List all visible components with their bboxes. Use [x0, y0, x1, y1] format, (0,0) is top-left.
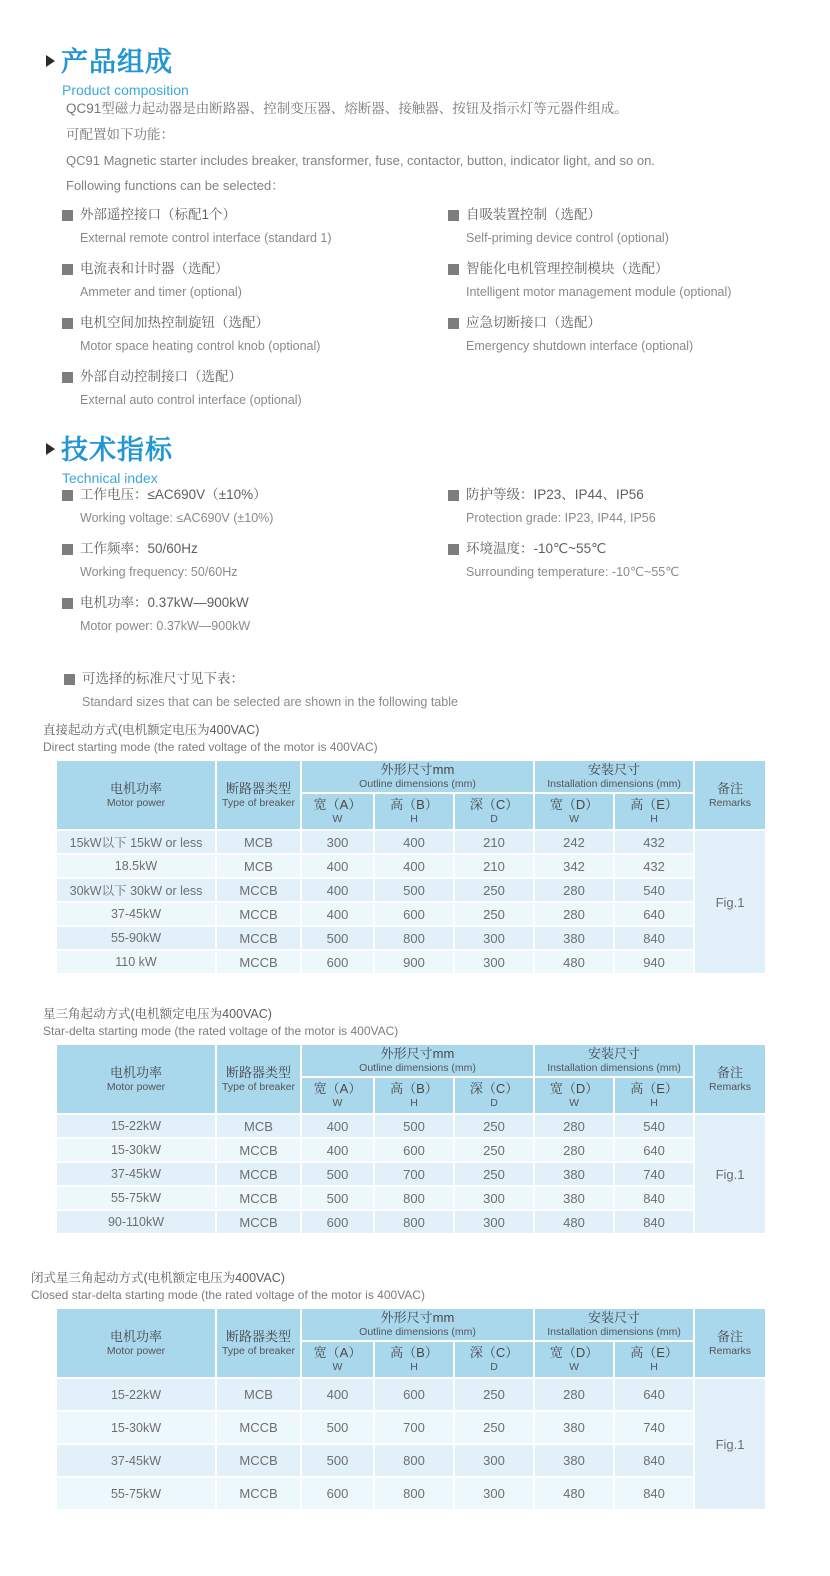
header-label-zh: 电机功率 — [109, 1328, 162, 1344]
bullet-square-icon — [62, 372, 73, 383]
item-label-zh: 自吸装置控制（选配） — [466, 207, 601, 222]
cell-motor-power: 18.5kW — [56, 854, 216, 878]
table-row — [56, 1138, 766, 1162]
cell-breaker-type: MCCB — [216, 1186, 301, 1210]
item-label-en: Protection grade: IP23, IP44, IP56 — [466, 511, 656, 525]
cell-dimension-value: 480 — [534, 1477, 614, 1510]
cell-dimension-value: 840 — [614, 1444, 694, 1477]
spec-list-left — [62, 484, 442, 646]
item-label-en: External auto control interface (optional) — [80, 393, 302, 407]
triangle-bullet-icon — [46, 443, 55, 455]
feature-list-left — [62, 204, 442, 420]
cell-dimension-value: 210 — [454, 854, 534, 878]
header-label-zh: 宽（A） — [313, 1345, 362, 1360]
cell-dimension-value: 400 — [301, 1378, 374, 1411]
table-closed-star-delta-starting — [31, 1270, 767, 1511]
header-dimension-column — [301, 793, 374, 830]
cell-dimension-value: 600 — [374, 902, 454, 926]
header-label-en: Motor power — [106, 796, 166, 809]
header-label-zh: 深（C） — [469, 1345, 519, 1360]
bullet-square-icon — [64, 674, 75, 685]
cell-dimension-value: 940 — [614, 950, 694, 974]
cell-dimension-value: 432 — [614, 854, 694, 878]
table-row — [56, 1477, 766, 1510]
header-label-en: Installation dimensions (mm) — [547, 1326, 681, 1338]
cell-breaker-type: MCCB — [216, 878, 301, 902]
table-caption-zh: 星三角起动方式(电机额定电压为400VAC) — [43, 1007, 272, 1021]
cell-dimension-value: 300 — [454, 926, 534, 950]
section-title-zh: 产品组成 — [61, 47, 173, 77]
triangle-bullet-icon — [46, 55, 55, 67]
cell-dimension-value: 280 — [534, 1378, 614, 1411]
cell-dimension-value: 600 — [301, 1210, 374, 1234]
bullet-square-icon — [448, 264, 459, 275]
cell-breaker-type: MCCB — [216, 902, 301, 926]
cell-dimension-value: 480 — [534, 1210, 614, 1234]
section-technical-index-header — [46, 428, 173, 486]
table-row — [56, 926, 766, 950]
table-star-delta-starting — [43, 1006, 767, 1235]
cell-dimension-value: 600 — [301, 1477, 374, 1510]
cell-breaker-type: MCCB — [216, 1138, 301, 1162]
table-caption-zh: 直接起动方式(电机额定电压为400VAC) — [43, 723, 260, 737]
header-label-zh: 备注 — [717, 1328, 744, 1344]
header-label-en: Motor power — [106, 1344, 166, 1357]
header-label-en: W — [569, 813, 579, 825]
cell-remark-figure: Fig.1 — [694, 830, 766, 974]
feature-list-right — [448, 204, 828, 366]
header-label-zh: 电机功率 — [109, 780, 162, 796]
cell-dimension-value: 800 — [374, 926, 454, 950]
cell-dimension-value: 250 — [454, 1378, 534, 1411]
item-label-en: Working voltage: ≤AC690V (±10%) — [80, 511, 274, 525]
header-label-zh: 断路器类型 — [225, 1328, 291, 1344]
header-label-en: Installation dimensions (mm) — [547, 778, 681, 790]
header-label-en: D — [490, 1361, 498, 1373]
header-installation-dimensions — [534, 1044, 694, 1077]
header-label-zh: 断路器类型 — [225, 780, 291, 796]
cell-dimension-value: 300 — [454, 1186, 534, 1210]
item-label-zh: 应急切断接口（选配） — [466, 315, 601, 330]
header-label-zh: 宽（A） — [313, 797, 362, 812]
cell-dimension-value: 840 — [614, 1477, 694, 1510]
cell-dimension-value: 800 — [374, 1186, 454, 1210]
cell-dimension-value: 300 — [454, 950, 534, 974]
header-remarks — [694, 1308, 766, 1378]
cell-dimension-value: 700 — [374, 1162, 454, 1186]
item-label-en: External remote control interface (standard 1) — [80, 231, 332, 245]
item-label-en: Self-priming device control (optional) — [466, 231, 669, 245]
header-dimension-column — [614, 1341, 694, 1378]
header-label-zh: 安装尺寸 — [588, 1310, 641, 1325]
cell-dimension-value: 250 — [454, 902, 534, 926]
cell-breaker-type: MCCB — [216, 1444, 301, 1477]
cell-dimension-value: 500 — [301, 1186, 374, 1210]
header-label-zh: 宽（D） — [549, 1345, 599, 1360]
header-label-zh: 高（B） — [390, 797, 438, 812]
cell-breaker-type: MCCB — [216, 1477, 301, 1510]
table-row — [56, 878, 766, 902]
header-label-en: W — [332, 1361, 343, 1373]
cell-dimension-value: 250 — [454, 1114, 534, 1138]
cell-dimension-value: 400 — [374, 854, 454, 878]
item-label-zh: 工作电压：≤AC690V（±10%） — [80, 487, 267, 502]
cell-dimension-value: 242 — [534, 830, 614, 854]
cell-motor-power: 110 kW — [56, 950, 216, 974]
header-label-en: Outline dimensions (mm) — [359, 1062, 476, 1074]
header-breaker-type — [216, 1308, 301, 1378]
cell-breaker-type: MCB — [216, 1114, 301, 1138]
cell-dimension-value: 600 — [374, 1138, 454, 1162]
cell-dimension-value: 840 — [614, 1186, 694, 1210]
header-label-en: H — [650, 1097, 658, 1109]
cell-dimension-value: 400 — [301, 854, 374, 878]
item-label-en: Motor space heating control knob (optional) — [80, 339, 321, 353]
cell-breaker-type: MCCB — [216, 950, 301, 974]
header-label-zh: 宽（D） — [549, 1081, 599, 1096]
cell-dimension-value: 540 — [614, 1114, 694, 1138]
bullet-square-icon — [448, 490, 459, 501]
table-row — [56, 854, 766, 878]
header-label-zh: 外形尺寸mm — [380, 1046, 455, 1061]
header-label-en: W — [569, 1361, 579, 1373]
header-label-en: H — [410, 1097, 418, 1109]
cell-remark-figure: Fig.1 — [694, 1114, 766, 1234]
cell-dimension-value: 740 — [614, 1411, 694, 1444]
table-row — [56, 830, 766, 854]
header-label-zh: 外形尺寸mm — [380, 1310, 455, 1325]
cell-dimension-value: 540 — [614, 878, 694, 902]
cell-breaker-type: MCCB — [216, 926, 301, 950]
header-label-en: Outline dimensions (mm) — [359, 1326, 476, 1338]
table-row — [56, 1114, 766, 1138]
cell-dimension-value: 432 — [614, 830, 694, 854]
cell-dimension-value: 380 — [534, 1162, 614, 1186]
header-dimension-column — [454, 1077, 534, 1114]
list-item — [62, 312, 442, 358]
header-motor-power — [56, 1044, 216, 1114]
header-label-zh: 深（C） — [469, 1081, 519, 1096]
spec-table — [55, 1043, 767, 1235]
standard-sizes-note — [64, 668, 664, 714]
table-row — [56, 1186, 766, 1210]
header-label-zh: 外形尺寸mm — [380, 762, 455, 777]
bullet-square-icon — [62, 318, 73, 329]
cell-motor-power: 37-45kW — [56, 1444, 216, 1477]
list-item — [62, 366, 442, 412]
item-label-en: Intelligent motor management module (optional) — [466, 285, 732, 299]
cell-dimension-value: 640 — [614, 1138, 694, 1162]
list-item — [448, 258, 828, 304]
header-outline-dimensions — [301, 1044, 534, 1077]
table-caption-en: Direct starting mode (the rated voltage of the motor is 400VAC) — [43, 740, 378, 754]
cell-dimension-value: 500 — [374, 1114, 454, 1138]
cell-dimension-value: 300 — [454, 1477, 534, 1510]
header-label-zh: 深（C） — [469, 797, 519, 812]
table-row — [56, 1378, 766, 1411]
header-dimension-column — [374, 1077, 454, 1114]
table-row — [56, 1210, 766, 1234]
header-label-zh: 高（E） — [630, 1081, 678, 1096]
header-label-en: D — [490, 813, 498, 825]
cell-dimension-value: 380 — [534, 1411, 614, 1444]
cell-breaker-type: MCB — [216, 830, 301, 854]
bullet-square-icon — [448, 210, 459, 221]
header-label-en: H — [650, 813, 658, 825]
cell-dimension-value: 500 — [301, 1444, 374, 1477]
list-item — [448, 312, 828, 358]
cell-dimension-value: 800 — [374, 1477, 454, 1510]
cell-dimension-value: 380 — [534, 1444, 614, 1477]
cell-dimension-value: 740 — [614, 1162, 694, 1186]
header-label-en: Installation dimensions (mm) — [547, 1062, 681, 1074]
cell-dimension-value: 840 — [614, 926, 694, 950]
table-direct-starting — [43, 722, 767, 975]
cell-motor-power: 55-90kW — [56, 926, 216, 950]
cell-motor-power: 90-110kW — [56, 1210, 216, 1234]
header-dimension-column — [534, 1341, 614, 1378]
section-title-en: Product composition — [62, 82, 189, 98]
cell-dimension-value: 480 — [534, 950, 614, 974]
header-dimension-column — [301, 1077, 374, 1114]
item-label-zh: 电机空间加热控制旋钮（选配） — [80, 315, 269, 330]
item-label-zh: 工作频率：50/60Hz — [80, 541, 198, 556]
bullet-square-icon — [62, 264, 73, 275]
header-installation-dimensions — [534, 760, 694, 793]
intro-paragraph-zh-2: 可配置如下功能： — [66, 127, 174, 142]
cell-dimension-value: 500 — [301, 926, 374, 950]
cell-dimension-value: 250 — [454, 1138, 534, 1162]
header-breaker-type — [216, 1044, 301, 1114]
item-label-zh: 防护等级：IP23、IP44、IP56 — [466, 487, 644, 502]
note-en: Standard sizes that can be selected are shown in the following table — [82, 695, 458, 709]
section-title-zh: 技术指标 — [61, 435, 173, 465]
cell-motor-power: 15-30kW — [56, 1138, 216, 1162]
header-label-en: Type of breaker — [222, 1344, 295, 1357]
table-row — [56, 1444, 766, 1477]
item-label-zh: 外部自动控制接口（选配） — [80, 369, 242, 384]
intro-paragraph-zh-1: QC91型磁力起动器是由断路器、控制变压器、熔断器、接触器、按钮及指示灯等元器件组成。 — [66, 101, 628, 116]
list-item — [62, 538, 442, 584]
header-motor-power — [56, 1308, 216, 1378]
header-motor-power — [56, 760, 216, 830]
cell-dimension-value: 840 — [614, 1210, 694, 1234]
cell-dimension-value: 300 — [301, 830, 374, 854]
cell-dimension-value: 250 — [454, 878, 534, 902]
item-label-zh: 外部遥控接口（标配1个） — [80, 207, 237, 222]
cell-motor-power: 37-45kW — [56, 1162, 216, 1186]
header-installation-dimensions — [534, 1308, 694, 1341]
header-label-en: W — [569, 1097, 579, 1109]
cell-dimension-value: 280 — [534, 1114, 614, 1138]
bullet-square-icon — [62, 598, 73, 609]
list-item — [448, 484, 828, 530]
header-label-en: Motor power — [106, 1080, 166, 1093]
header-dimension-column — [374, 1341, 454, 1378]
header-label-zh: 安装尺寸 — [588, 1046, 641, 1061]
cell-dimension-value: 500 — [374, 878, 454, 902]
list-item — [448, 538, 828, 584]
cell-dimension-value: 500 — [301, 1162, 374, 1186]
cell-dimension-value: 400 — [374, 830, 454, 854]
bullet-square-icon — [62, 490, 73, 501]
cell-dimension-value: 640 — [614, 1378, 694, 1411]
cell-dimension-value: 250 — [454, 1411, 534, 1444]
header-label-en: Remarks — [709, 1344, 752, 1357]
header-remarks — [694, 1044, 766, 1114]
header-dimension-column — [614, 1077, 694, 1114]
header-label-en: Type of breaker — [222, 1080, 295, 1093]
header-label-zh: 高（E） — [630, 1345, 678, 1360]
cell-dimension-value: 380 — [534, 1186, 614, 1210]
section-title-en: Technical index — [62, 470, 158, 486]
header-remarks — [694, 760, 766, 830]
cell-dimension-value: 280 — [534, 1138, 614, 1162]
spec-table — [55, 759, 767, 975]
bullet-square-icon — [448, 318, 459, 329]
cell-dimension-value: 280 — [534, 902, 614, 926]
item-label-en: Surrounding temperature: -10℃~55℃ — [466, 565, 680, 579]
header-label-en: H — [650, 1361, 658, 1373]
header-label-en: Outline dimensions (mm) — [359, 778, 476, 790]
header-breaker-type — [216, 760, 301, 830]
list-item — [62, 484, 442, 530]
cell-breaker-type: MCCB — [216, 1210, 301, 1234]
cell-dimension-value: 800 — [374, 1210, 454, 1234]
item-label-zh: 智能化电机管理控制模块（选配） — [466, 261, 669, 276]
header-label-en: H — [410, 1361, 418, 1373]
header-label-zh: 断路器类型 — [225, 1064, 291, 1080]
cell-motor-power: 55-75kW — [56, 1477, 216, 1510]
table-caption-en: Star-delta starting mode (the rated voltage of the motor is 400VAC) — [43, 1024, 399, 1038]
cell-motor-power: 15kW以下 15kW or less — [56, 830, 216, 854]
spec-table — [55, 1307, 767, 1511]
header-label-en: W — [332, 1097, 343, 1109]
cell-dimension-value: 300 — [454, 1210, 534, 1234]
intro-paragraph-en-1: QC91 Magnetic starter includes breaker, transformer, fuse, contactor, button, indicator light, and so on. — [66, 153, 655, 168]
cell-dimension-value: 280 — [534, 878, 614, 902]
table-row — [56, 1162, 766, 1186]
header-label-zh: 安装尺寸 — [588, 762, 641, 777]
cell-dimension-value: 400 — [301, 878, 374, 902]
item-label-en: Working frequency: 50/60Hz — [80, 565, 238, 579]
header-dimension-column — [534, 1077, 614, 1114]
header-dimension-column — [534, 793, 614, 830]
section-product-composition-header — [46, 40, 189, 98]
cell-dimension-value: 210 — [454, 830, 534, 854]
cell-motor-power: 15-30kW — [56, 1411, 216, 1444]
list-item — [448, 204, 828, 250]
bullet-square-icon — [448, 544, 459, 555]
header-label-zh: 宽（D） — [549, 797, 599, 812]
table-row — [56, 902, 766, 926]
item-label-zh: 环境温度：-10℃~55℃ — [466, 541, 607, 556]
header-label-zh: 高（E） — [630, 797, 678, 812]
header-label-en: Remarks — [709, 1080, 752, 1093]
cell-breaker-type: MCB — [216, 854, 301, 878]
header-label-en: Type of breaker — [222, 796, 295, 809]
product-intro-paragraphs — [66, 96, 786, 198]
table-caption-zh: 闭式星三角起动方式(电机额定电压为400VAC) — [31, 1271, 285, 1285]
cell-motor-power: 15-22kW — [56, 1114, 216, 1138]
header-outline-dimensions — [301, 760, 534, 793]
item-label-zh: 电流表和计时器（选配） — [80, 261, 229, 276]
cell-dimension-value: 342 — [534, 854, 614, 878]
item-label-en: Emergency shutdown interface (optional) — [466, 339, 694, 353]
table-row — [56, 950, 766, 974]
cell-motor-power: 15-22kW — [56, 1378, 216, 1411]
list-item — [62, 592, 442, 638]
cell-motor-power: 30kW以下 30kW or less — [56, 878, 216, 902]
header-label-zh: 宽（A） — [313, 1081, 362, 1096]
cell-remark-figure: Fig.1 — [694, 1378, 766, 1510]
header-dimension-column — [374, 793, 454, 830]
bullet-square-icon — [62, 544, 73, 555]
header-dimension-column — [454, 1341, 534, 1378]
header-label-en: Remarks — [709, 796, 752, 809]
header-dimension-column — [614, 793, 694, 830]
header-outline-dimensions — [301, 1308, 534, 1341]
cell-dimension-value: 380 — [534, 926, 614, 950]
cell-motor-power: 55-75kW — [56, 1186, 216, 1210]
cell-dimension-value: 400 — [301, 902, 374, 926]
header-dimension-column — [301, 1341, 374, 1378]
cell-dimension-value: 300 — [454, 1444, 534, 1477]
cell-breaker-type: MCCB — [216, 1411, 301, 1444]
header-label-zh: 备注 — [717, 780, 744, 796]
table-caption-en: Closed star-delta starting mode (the rated voltage of the motor is 400VAC) — [31, 1288, 425, 1302]
list-item — [62, 258, 442, 304]
header-label-en: W — [332, 813, 343, 825]
header-label-en: D — [490, 1097, 498, 1109]
cell-breaker-type: MCB — [216, 1378, 301, 1411]
item-label-zh: 电机功率：0.37kW—900kW — [80, 595, 249, 610]
cell-dimension-value: 250 — [454, 1162, 534, 1186]
cell-dimension-value: 400 — [301, 1114, 374, 1138]
header-label-zh: 高（B） — [390, 1081, 438, 1096]
cell-dimension-value: 500 — [301, 1411, 374, 1444]
item-label-en: Motor power: 0.37kW—900kW — [80, 619, 251, 633]
header-label-zh: 备注 — [717, 1064, 744, 1080]
header-label-zh: 电机功率 — [109, 1064, 162, 1080]
table-row — [56, 1411, 766, 1444]
cell-dimension-value: 400 — [301, 1138, 374, 1162]
header-dimension-column — [454, 793, 534, 830]
list-item — [62, 204, 442, 250]
note-zh: 可选择的标准尺寸见下表： — [82, 671, 244, 686]
intro-paragraph-en-2: Following functions can be selected： — [66, 178, 285, 193]
cell-breaker-type: MCCB — [216, 1162, 301, 1186]
item-label-en: Ammeter and timer (optional) — [80, 285, 242, 299]
cell-dimension-value: 600 — [301, 950, 374, 974]
bullet-square-icon — [62, 210, 73, 221]
cell-dimension-value: 700 — [374, 1411, 454, 1444]
header-label-zh: 高（B） — [390, 1345, 438, 1360]
cell-dimension-value: 900 — [374, 950, 454, 974]
cell-dimension-value: 640 — [614, 902, 694, 926]
spec-list-right — [448, 484, 828, 592]
cell-dimension-value: 600 — [374, 1378, 454, 1411]
cell-motor-power: 37-45kW — [56, 902, 216, 926]
header-label-en: H — [410, 813, 418, 825]
cell-dimension-value: 800 — [374, 1444, 454, 1477]
